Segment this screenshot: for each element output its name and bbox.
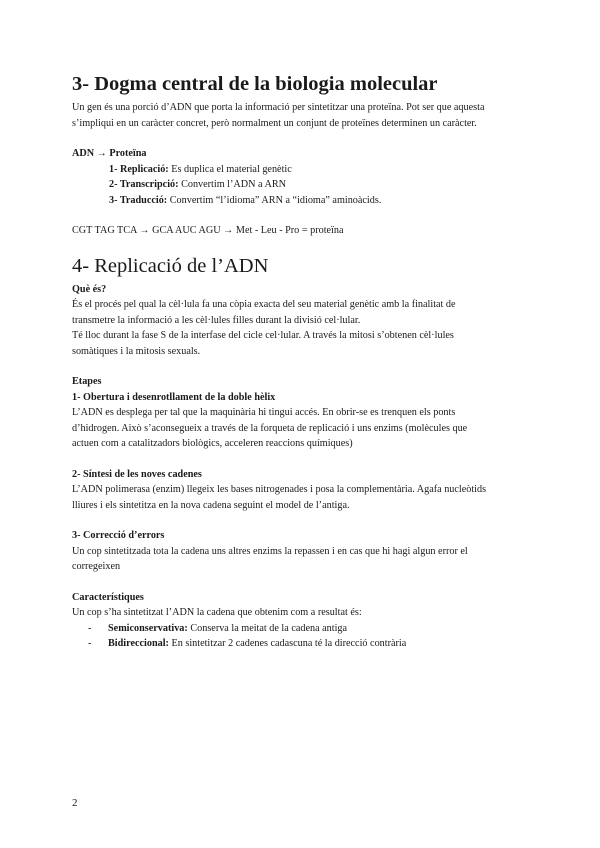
feature-item: - Semiconservativa: Conserva la meitat de la cadena antiga <box>88 622 348 634</box>
what-line-4: somàtiques i la mitosis sexuals. <box>72 345 201 357</box>
stage-3-title: 3- Correcció d’errors <box>72 530 165 541</box>
section-4-heading: 4- Replicació de l’ADN <box>72 254 269 277</box>
stage-2-line-1: L’ADN polimerasa (enzim) llegeix les bases nitrogenades i posa la complementària. Agafa nucleòtids <box>72 484 487 495</box>
stage-2-title: 2- Síntesi de les noves cadenes <box>72 468 202 480</box>
stage-3-line-1: Un cop sintetitzada tota la cadena uns altres enzims la repassen i en cas que hi hagi algun error el <box>72 545 468 557</box>
what-line-2: transmetre la informació a les cèl·lules filles durant la divisió cel·lular. <box>72 314 361 326</box>
stage-1-line-3: actuen com a catalitzadors biològics, acceleren reaccions químiques) <box>72 438 353 449</box>
stage-3-line-2: corregeixen <box>72 561 121 572</box>
intro-line-1: Un gen és una porció d’ADN que porta la informació per sintetitzar una proteïna. Pot ser que aquesta <box>72 102 485 113</box>
step-1: 1- Replicació: Es duplica el material genètic <box>109 163 292 175</box>
stage-2-line-2: lliures i els sintetitza en la nova cadena seguint el model de l’antiga. <box>72 499 350 511</box>
step-2: 2- Transcripció: Convertim l’ADN a ARN <box>109 179 287 190</box>
codon-example: CGT TAG TCA → GCA AUC AGU → Met - Leu - Pro = proteïna <box>72 225 344 236</box>
page-number: 2 <box>72 797 78 809</box>
what-line-1: És el procés pel qual la cèl·lula fa una còpia exacta del seu material genètic amb la finalitat de <box>72 299 456 310</box>
stage-1-title: 1- Obertura i desenrotllament de la doble hèlix <box>72 391 276 403</box>
feature-item: - Bidireccional: En sintetitzar 2 cadenes cadascuna té la direcció contrària <box>88 638 407 649</box>
flow-title: ADN → Proteïna <box>72 148 147 159</box>
stage-1-line-2: d’hidrogen. Això s’aconsegueix a través de la forqueta de replicació i uns enzims (molècules que <box>72 422 468 434</box>
features-intro: Un cop s’ha sintetitzat l’ADN la cadena que obtenim com a resultat és: <box>72 607 362 618</box>
document-page <box>72 72 532 652</box>
step-3: 3- Traducció: Convertim “l’idioma” ARN a “idioma” aminoàcids. <box>109 194 382 206</box>
stage-1-line-1: L’ADN es desplega per tal que la maquinària hi tingui accés. En obrir-se es trenquen els ponts <box>72 407 456 418</box>
section-3-heading: 3- Dogma central de la biologia molecular <box>72 73 438 95</box>
features-title: Característiques <box>72 591 144 603</box>
what-line-3: Té lloc durant la fase S de la interfase del cicle cel·lular. A través la mitosi s’obtenen cèl·lules <box>72 330 454 341</box>
what-title: Què és? <box>72 283 107 295</box>
intro-line-2: s’impliqui en un caràcter concret, però normalment un conjunt de proteïnes determinen un caràcter. <box>72 117 477 129</box>
stages-title: Etapes <box>72 376 102 387</box>
